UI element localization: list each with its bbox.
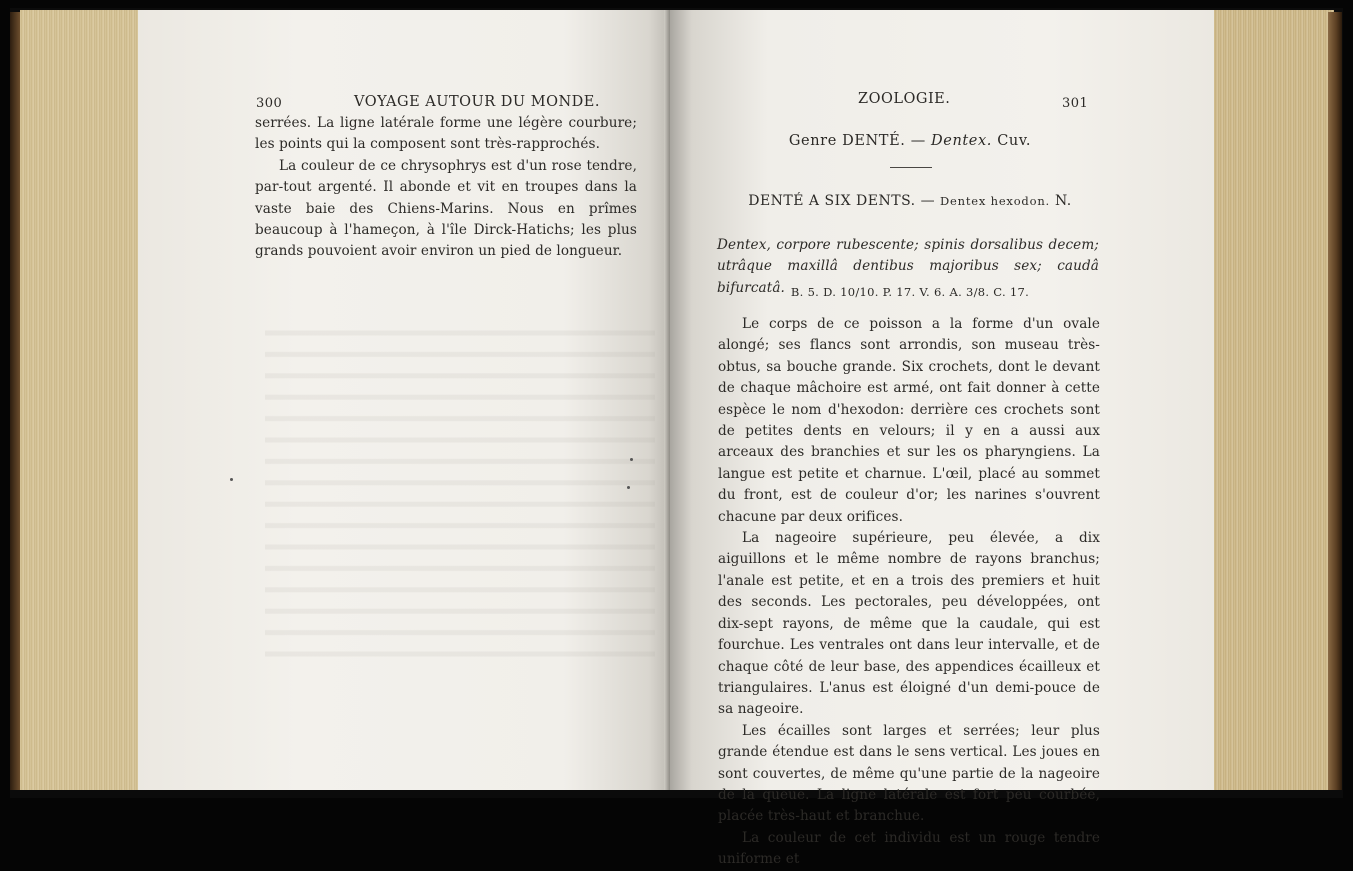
left-body-text (255, 113, 637, 263)
paragraph: La nageoire supérieure, peu élevée, a dix aiguillons et le même nombre de rayons branchus; l'anale est petite, et en a trois des premiers et huit des seconds. Les pectorales, peu développées, ont dix-sept rayons, de même que la caudale, qui est fourchue. Les ventrales ont dans leur intervalle, et de chaque côté de leur base, des appendices écailleux et triangulaires. L'anus est éloigné d'un demi-pouce de sa nageoire. (718, 530, 1100, 718)
paragraph: Les écailles sont larges et serrées; leur plus grande étendue est dans le sens vertical. Les joues en sont couvertes, de même qu'une partie de la nageoire de la queue. La ligne latérale est fort peu courbée, placée très-haut et branchue. (718, 722, 1100, 825)
genus-heading (710, 131, 1110, 152)
paper-speck (627, 486, 630, 489)
paper-speck (230, 478, 233, 481)
fin-formula: B. 5. D. 10/10. P. 17. V. 6. A. 3/8. C. 17. (790, 285, 1030, 299)
right-body-text (718, 314, 1100, 871)
paragraph: Le corps de ce poisson a la forme d'un ovale alongé; ses flancs sont arrondis, son museau très-obtus, sa bouche grande. Six crochets, dont le devant de chaque mâchoire est armé, ont fait donner à cette espèce le nom d'hexodon: derrière ces crochets sont de petites dents en velours; il y en a aussi aux arceaux des branchies et sur les os pharyngiens. La langue est petite et charnue. L'œil, placé au sommet du front, est de couleur d'or; les narines s'ouvrent chacune par deux orifices. (718, 316, 1100, 525)
genus-latin: Dentex. (931, 133, 992, 149)
right-page-number: 301 (1062, 96, 1089, 111)
book-cover-right (1328, 12, 1342, 790)
section-rule (890, 167, 932, 168)
paper-speck (630, 458, 633, 461)
species-latin: Dentex hexodon. (940, 194, 1050, 208)
paragraph: serrées. La ligne latérale forme une légère courbure; les points qui la composent sont très-rapprochés. (255, 115, 637, 153)
heading-dash: — (910, 133, 926, 149)
left-running-head: VOYAGE AUTOUR DU MONDE. (354, 94, 600, 110)
species-heading (710, 191, 1110, 212)
left-page (138, 10, 670, 790)
genre-name: DENTÉ. (842, 133, 906, 149)
left-page-number: 300 (256, 96, 283, 111)
genre-word: Genre (788, 133, 837, 149)
paragraph: La couleur de cet individu est un rouge tendre uniforme et (718, 829, 1100, 868)
show-through-text (265, 318, 655, 668)
genus-author: Cuv. (997, 133, 1032, 149)
page-edges-left (20, 10, 139, 790)
right-page (670, 10, 1214, 868)
latin-diagnosis: Dentex, corpore rubescente; spinis dorsalibus decem; utrâque maxillâ dentibus majoribus sex; caudâ bifurcatâ. (717, 237, 1099, 296)
page-edges-right (1214, 10, 1334, 790)
paragraph: La couleur de ce chrysophrys est d'un rose tendre, par-tout argenté. Il abonde et vit en troupes dans la vaste baie des Chiens-Marins. Nous en prîmes beaucoup à l'hameçon, à l'île Dirck-Hatichs; les plus grands pouvoient avoir environ un pied de longueur. (255, 157, 637, 260)
species-author: N. (1054, 193, 1072, 209)
right-running-head: ZOOLOGIE. (858, 91, 951, 107)
species-name: DENTÉ A SIX DENTS. (748, 193, 916, 209)
heading-dash: — (920, 193, 936, 209)
